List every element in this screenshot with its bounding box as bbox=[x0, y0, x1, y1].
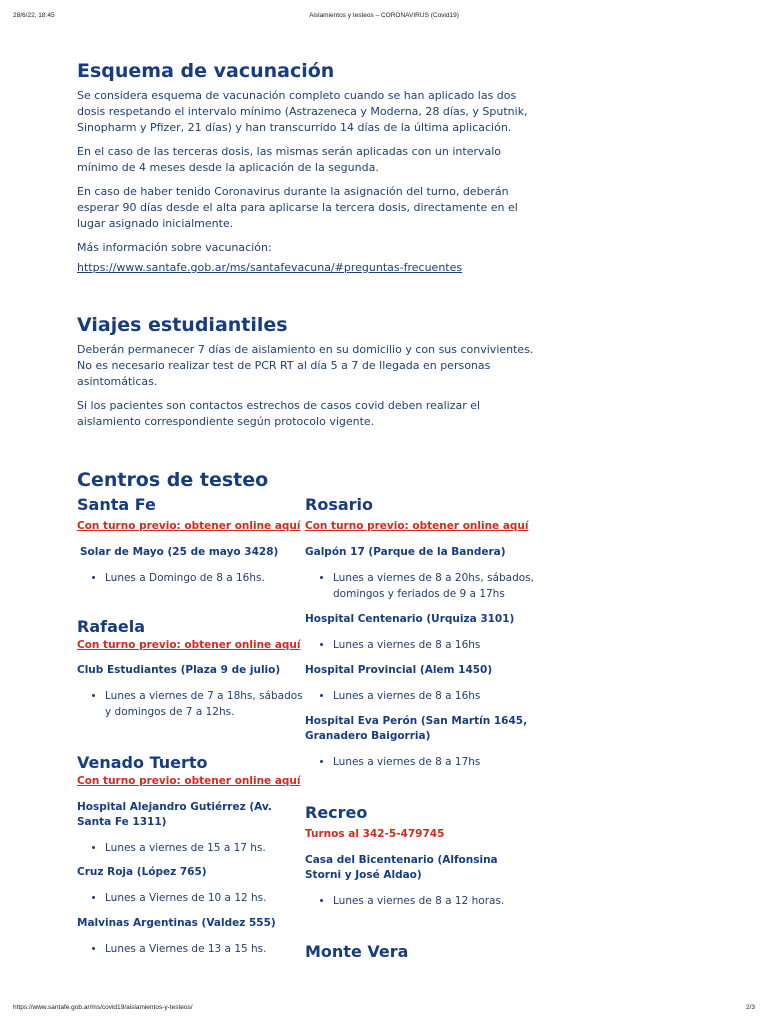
hours-malvinas-argentinas: • Lunes a Viernes de 13 a 15 hs. bbox=[105, 941, 307, 957]
vacunacion-section bbox=[77, 58, 537, 275]
turno-link-rafaela[interactable]: Con turno previo: obtener online aquí bbox=[77, 639, 301, 651]
place-hospital-gutierrez: Hospital Alejandro Gutiérrez (Av. Santa Fe 1311) bbox=[77, 801, 272, 828]
place-hospital-centenario: Hospital Centenario (Urquiza 3101) bbox=[305, 613, 515, 625]
place-hospital-eva-peron: Hospital Eva Perón (San Martín 1645, Granadero Baigorria) bbox=[305, 715, 528, 742]
vacunacion-link[interactable]: https://www.santafe.gob.ar/ms/santafevacuna/#preguntas-frecuentes bbox=[77, 261, 463, 274]
place-casa-bicentenario: Casa del Bicentenario (Alfonsina Storni y José Aldao) bbox=[305, 854, 498, 881]
hours-hospital-provincial: • Lunes a viernes de 8 a 16hs bbox=[333, 688, 535, 704]
city-rafaela: Rafaela bbox=[77, 617, 146, 636]
turno-link-santa-fe[interactable]: Con turno previo: obtener online aquí bbox=[77, 520, 301, 532]
print-title: Aislamientos y testeos – CORONAVIRUS (Covid19) bbox=[309, 12, 459, 19]
city-monte-vera: Monte Vera bbox=[305, 942, 409, 961]
centros-left-column bbox=[77, 494, 307, 957]
hours-cruz-roja: • Lunes a Viernes de 10 a 12 hs. bbox=[105, 890, 307, 906]
place-galpon-17: Galpón 17 (Parque de la Bandera) bbox=[305, 546, 506, 558]
hours-casa-bicentenario: • Lunes a viernes de 8 a 12 horas. bbox=[333, 893, 535, 909]
viajes-p1: Deberán permanecer 7 días de aislamiento en su domicilio y con sus convivientes. No es necesario realizar test de PCR RT al día 5 a 7 de llegada en personas asintomáticas. bbox=[77, 343, 534, 388]
city-recreo: Recreo bbox=[305, 803, 368, 822]
city-rosario: Rosario bbox=[305, 495, 373, 514]
hours-hospital-gutierrez: • Lunes a viernes de 15 a 17 hs. bbox=[105, 840, 307, 856]
city-santa-fe: Santa Fe bbox=[77, 495, 156, 514]
vacunacion-p2: En el caso de las terceras dosis, las mismas serán aplicadas con un intervalo mínimo de 4 meses desde la aplicación de la segunda. bbox=[77, 145, 502, 174]
centros-heading: Centros de testeo bbox=[77, 469, 269, 491]
hours-hospital-centenario: • Lunes a viernes de 8 a 16hs bbox=[333, 637, 535, 653]
turno-link-rosario[interactable]: Con turno previo: obtener online aquí bbox=[305, 520, 529, 532]
vacunacion-p1: Se considera esquema de vacunación completo cuando se han aplicado las dos dosis respetando el intervalo mínimo (Astrazeneca y Moderna, 28 días, y Sputnik, Sinopharm y Pfizer, 21 días) y han transcurrido 14 días de la última aplicación. bbox=[77, 89, 528, 134]
city-venado-tuerto: Venado Tuerto bbox=[77, 753, 208, 772]
viajes-section bbox=[77, 312, 537, 430]
place-club-estudiantes: Club Estudiantes (Plaza 9 de julio) bbox=[77, 664, 281, 676]
hours-galpon-17: • Lunes a viernes de 8 a 20hs, sábados, domingos y feriados de 9 a 17hs bbox=[333, 570, 535, 602]
viajes-heading: Viajes estudiantiles bbox=[77, 314, 288, 336]
print-footer-url: https://www.santafe.gob.ar/ms/covid19/aislamientos-y-testeos/ bbox=[13, 1004, 193, 1011]
hours-hospital-eva-peron: • Lunes a viernes de 8 a 17hs bbox=[333, 754, 535, 770]
place-cruz-roja: Cruz Roja (López 765) bbox=[77, 866, 207, 878]
turno-link-venado-tuerto[interactable]: Con turno previo: obtener online aquí bbox=[77, 775, 301, 787]
hours-club-estudiantes: • Lunes a viernes de 7 a 18hs, sábados y domingos de 7 a 12hs. bbox=[105, 688, 307, 720]
place-solar-de-mayo: Solar de Mayo (25 de mayo 3428) bbox=[80, 546, 279, 558]
place-malvinas-argentinas: Malvinas Argentinas (Valdez 555) bbox=[77, 917, 276, 929]
vacunacion-p3: En caso de haber tenido Coronavirus durante la asignación del turno, deberán esperar 90 días desde el alta para aplicarse la tercera dosis, directamente en el lugar asignado inicialmente. bbox=[77, 185, 518, 230]
vacunacion-heading: Esquema de vacunación bbox=[77, 60, 335, 82]
print-page-number: 2/3 bbox=[745, 1004, 755, 1011]
place-hospital-provincial: Hospital Provincial (Alem 1450) bbox=[305, 664, 493, 676]
print-date: 28/6/22, 18:45 bbox=[13, 12, 55, 19]
recreo-phone: Turnos al 342-5-479745 bbox=[305, 828, 445, 840]
viajes-p2: Si los pacientes son contactos estrechos de casos covid deben realizar el aislamiento correspondiente según protocolo vigente. bbox=[77, 399, 481, 428]
hours-solar-de-mayo: • Lunes a Domingo de 8 a 16hs. bbox=[105, 570, 307, 586]
vacunacion-p4: Más información sobre vacunación: bbox=[77, 241, 272, 254]
centros-right-column bbox=[305, 494, 535, 963]
